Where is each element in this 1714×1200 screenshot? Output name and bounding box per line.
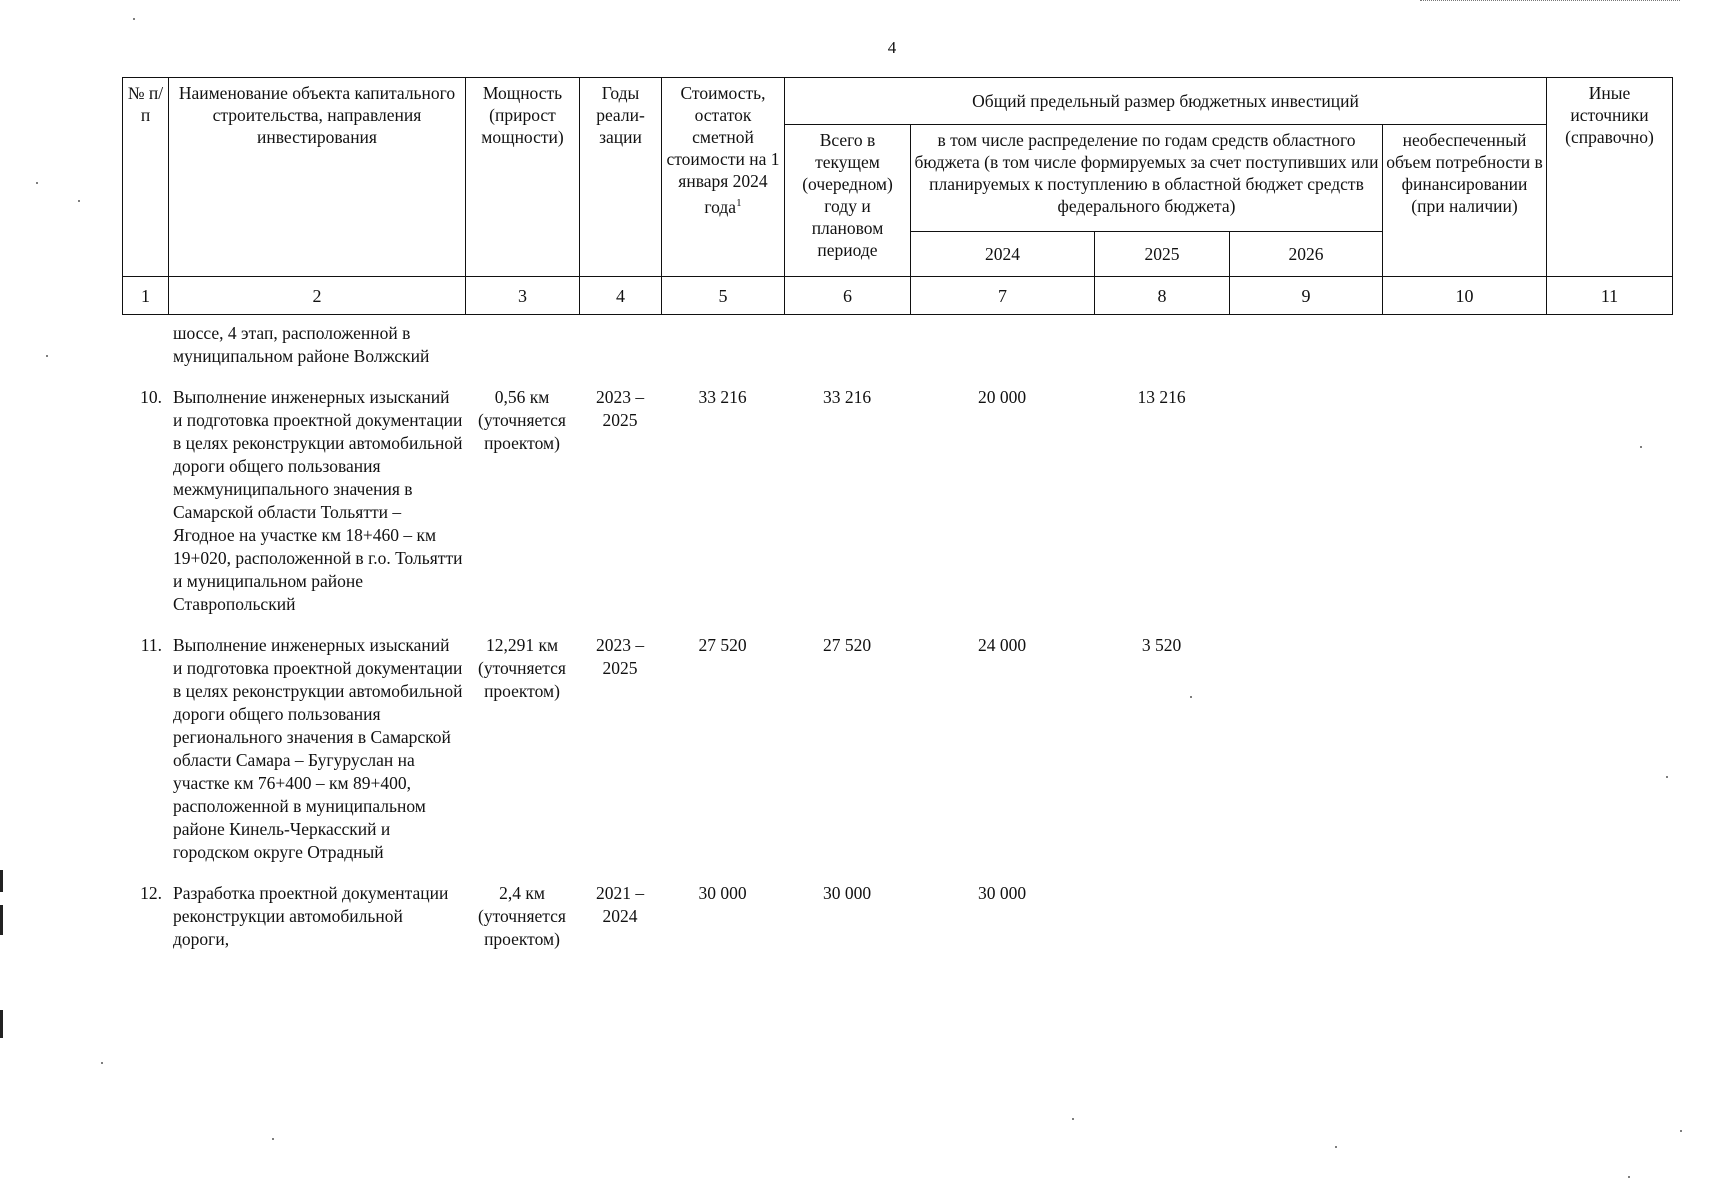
scan-speck <box>1680 1130 1682 1132</box>
row-name: шоссе, 4 этап, расположенной в муниципальном районе Волжский <box>173 323 430 366</box>
header-total: Всего в текущем (очередном) году и плановом периоде <box>785 125 911 277</box>
row-2025 <box>1094 322 1229 386</box>
scan-speck <box>1335 1146 1337 1148</box>
row-capacity: 12,291 км (уточняется проектом) <box>478 635 566 701</box>
row-years: 2023 – 2025 <box>595 387 645 430</box>
col-number: 1 <box>123 277 169 315</box>
table-row <box>122 634 1672 882</box>
row-years <box>579 322 661 386</box>
header-year-2025: 2025 <box>1095 232 1230 277</box>
header-cost-text: Стоимость, остаток сметной стоимости на 1 января 2024 года <box>666 83 780 217</box>
row-total <box>784 322 910 386</box>
col-number: 2 <box>169 277 466 315</box>
scan-artifact-left <box>0 905 3 935</box>
col-number: 4 <box>580 277 662 315</box>
row-total: 30 000 <box>822 883 872 903</box>
row-name: Разработка проектной документации реконструкции автомобильной дороги, <box>173 883 449 949</box>
scan-speck <box>1640 446 1642 448</box>
scan-speck <box>36 182 38 184</box>
header-cost <box>662 78 785 277</box>
col-number: 7 <box>911 277 1095 315</box>
scan-speck <box>272 1138 274 1140</box>
row-index: 12. <box>140 883 162 903</box>
table-row <box>122 386 1672 634</box>
row-cost: 27 520 <box>698 635 747 655</box>
col-number: 9 <box>1230 277 1383 315</box>
row-total: 27 520 <box>822 635 872 655</box>
row-2025: 13 216 <box>1137 387 1186 407</box>
row-unsecured <box>1382 322 1546 386</box>
row-capacity: 0,56 км (уточняется проектом) <box>478 387 566 453</box>
row-name: Выполнение инженерных изысканий и подготовка проектной документации в целях реконструкции автомобильной дороги общего пользования межмуниципального значения в Самарской области Тольятти – Ягодное на участке км 18+460 – км 19+020, расположенной в г.о. Тольятти и муниципальном районе Ставропольский <box>173 387 463 614</box>
scan-speck <box>1190 696 1192 698</box>
header-budget-group: Общий предельный размер бюджетных инвестиций <box>785 78 1547 125</box>
table-row <box>122 322 1672 386</box>
scan-speck <box>1628 1176 1630 1178</box>
scan-artifact-top <box>1420 0 1680 4</box>
header-capacity: Мощность (прирост мощности) <box>466 78 580 277</box>
row-total: 33 216 <box>822 387 872 407</box>
row-index: 11. <box>140 635 162 655</box>
table-body <box>122 322 1672 969</box>
row-2026 <box>1229 882 1382 969</box>
scan-speck <box>1666 776 1668 778</box>
row-unsecured <box>1382 882 1546 969</box>
row-2024: 20 000 <box>977 387 1027 407</box>
row-unsecured <box>1382 386 1546 634</box>
row-capacity: 2,4 км (уточняется проектом) <box>478 883 566 949</box>
header-distribution: в том числе распределение по годам средств областного бюджета (в том числе формируемых за счет поступивших или планируемых к поступлению в областной бюджет средств федерального бюджета) <box>911 125 1383 232</box>
row-years: 2021 – 2024 <box>595 883 645 926</box>
row-2026 <box>1229 634 1382 882</box>
header-unsecured: необеспеченный объем потребности в финансировании (при наличии) <box>1383 125 1547 277</box>
scan-artifact-left <box>0 1010 3 1038</box>
row-other <box>1546 322 1672 386</box>
col-number: 11 <box>1547 277 1673 315</box>
row-other <box>1546 386 1672 634</box>
col-number: 5 <box>662 277 785 315</box>
header-name: Наименование объекта капитального строительства, направления инвестирования <box>169 78 466 277</box>
scan-speck <box>78 200 80 202</box>
row-index: 10. <box>140 387 162 407</box>
scan-artifact-left <box>0 870 3 892</box>
page-number: 4 <box>887 38 897 57</box>
row-cost: 33 216 <box>698 387 747 407</box>
header-other: Иные источники (справочно) <box>1547 78 1673 277</box>
col-number: 3 <box>466 277 580 315</box>
scan-speck <box>133 18 135 20</box>
row-other <box>1546 882 1672 969</box>
row-2025 <box>1094 882 1229 969</box>
header-years: Годы реали-зации <box>580 78 662 277</box>
scan-speck <box>46 355 48 357</box>
scan-speck <box>1072 1118 1074 1120</box>
col-number: 6 <box>785 277 911 315</box>
header-no: № п/п <box>123 78 169 277</box>
row-cost <box>661 322 784 386</box>
header-year-2026: 2026 <box>1230 232 1383 277</box>
col-number: 10 <box>1383 277 1547 315</box>
table-header <box>122 77 1673 315</box>
header-cost-footnote: 1 <box>736 197 742 209</box>
row-2025: 3 520 <box>1141 635 1182 655</box>
row-2024: 24 000 <box>977 635 1027 655</box>
row-unsecured <box>1382 634 1546 882</box>
row-cost: 30 000 <box>698 883 747 903</box>
row-other <box>1546 634 1672 882</box>
scan-speck <box>101 1062 103 1064</box>
row-2024: 30 000 <box>977 883 1027 903</box>
row-2024 <box>910 322 1094 386</box>
row-name: Выполнение инженерных изысканий и подготовка проектной документации в целях реконструкции автомобильной дороги общего пользования регионального значения в Самарской области Самара – Бугуруслан на участке км 76+400 – км 89+400, расположенной в муниципальном районе Кинель-Черкасский и городском округе Отрадный <box>173 635 463 862</box>
row-2026 <box>1229 386 1382 634</box>
row-2026 <box>1229 322 1382 386</box>
row-capacity <box>465 322 579 386</box>
row-years: 2023 – 2025 <box>595 635 645 678</box>
col-number: 8 <box>1095 277 1230 315</box>
table-row <box>122 882 1672 969</box>
row-index <box>122 322 168 386</box>
header-year-2024: 2024 <box>911 232 1095 277</box>
